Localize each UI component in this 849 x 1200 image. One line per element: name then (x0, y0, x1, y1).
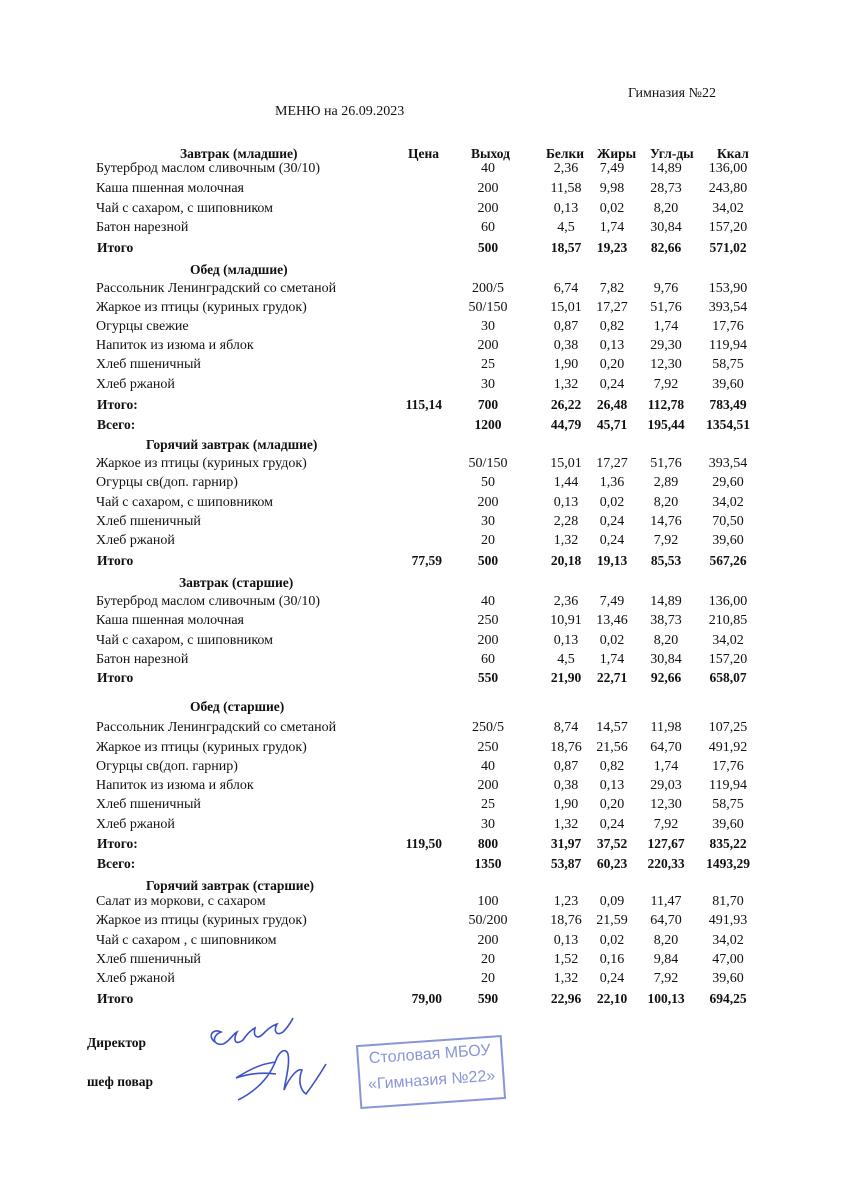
cell-yield: 60 (481, 220, 495, 235)
cell-yield: 1200 (474, 417, 502, 432)
cell-kcal: 39,60 (712, 971, 744, 986)
cell-fat: 0,82 (599, 759, 625, 774)
cell-kcal: 39,60 (712, 817, 744, 832)
cell-carbs: 8,20 (653, 933, 679, 948)
cell-fat: 22,10 (596, 991, 628, 1006)
cell-protein: 20,18 (550, 553, 582, 568)
cell-protein: 8,74 (553, 720, 579, 735)
dish-name: Огурцы св(доп. гарнир) (96, 759, 238, 774)
dish-name: Огурцы свежие (96, 319, 189, 334)
cell-protein: 1,90 (553, 797, 579, 812)
cell-fat: 13,46 (596, 613, 628, 628)
cell-carbs: 14,89 (650, 161, 682, 176)
cell-kcal: 17,76 (712, 319, 744, 334)
cell-carbs: 64,70 (650, 740, 682, 755)
cell-carbs: 38,73 (650, 613, 682, 628)
dish-name: Хлеб ржаной (96, 533, 175, 548)
cell-yield: 200 (477, 933, 499, 948)
cell-protein: 21,90 (550, 670, 582, 685)
cell-carbs: 51,76 (650, 300, 682, 315)
cell-fat: 1,74 (599, 220, 625, 235)
cell-kcal: 70,50 (712, 514, 744, 529)
cell-protein: 10,91 (550, 613, 582, 628)
cell-yield: 50 (481, 475, 495, 490)
cell-protein: 1,23 (553, 894, 579, 909)
cell-carbs: 2,89 (653, 475, 679, 490)
cell-protein: 0,13 (553, 495, 579, 510)
cell-carbs: 28,73 (650, 181, 682, 196)
column-header-carbs: Угл-ды (650, 146, 694, 161)
cell-kcal: 136,00 (708, 161, 748, 176)
column-header-fat: Жиры (597, 146, 637, 161)
dish-name: Напиток из изюма и яблок (96, 778, 254, 793)
dish-name: Хлеб ржаной (96, 817, 175, 832)
dish-name: Хлеб ржаной (96, 377, 175, 392)
cell-fat: 19,13 (596, 553, 628, 568)
cell-carbs: 9,84 (653, 952, 679, 967)
dish-name: Жаркое из птицы (куриных грудок) (96, 740, 307, 755)
dish-name: Каша пшенная молочная (96, 181, 244, 196)
cell-fat: 60,23 (596, 856, 628, 871)
cell-fat: 0,20 (599, 357, 625, 372)
dish-name: Итого (97, 553, 134, 568)
cell-yield: 500 (477, 553, 499, 568)
director-label: Директор (87, 1035, 147, 1050)
cell-carbs: 82,66 (650, 240, 682, 255)
cell-protein: 1,32 (553, 817, 579, 832)
cell-kcal: 119,94 (709, 778, 747, 793)
dish-name: Батон нарезной (96, 652, 189, 667)
stamp-line-1: Столовая МБОУ (368, 1041, 492, 1068)
column-header-price: Цена (408, 146, 440, 161)
cell-fat: 0,20 (599, 797, 625, 812)
cell-protein: 15,01 (550, 300, 582, 315)
cell-fat: 21,59 (596, 913, 628, 928)
cell-yield: 100 (477, 894, 499, 909)
cell-protein: 2,36 (553, 594, 579, 609)
chef-signature (236, 1051, 326, 1100)
cell-fat: 0,02 (599, 495, 625, 510)
cell-yield: 200 (477, 495, 499, 510)
cell-yield: 30 (481, 377, 495, 392)
dish-name: Огурцы св(доп. гарнир) (96, 475, 238, 490)
cell-carbs: 1,74 (653, 319, 679, 334)
cell-kcal: 34,02 (712, 201, 744, 216)
cell-kcal: 29,60 (712, 475, 744, 490)
dish-name: Рассольник Ленинградский со сметаной (96, 281, 337, 296)
cell-yield: 250 (477, 740, 499, 755)
cell-fat: 0,02 (599, 201, 625, 216)
stamp-line-2: «Гимназия №22» (367, 1067, 496, 1094)
cell-protein: 1,52 (553, 952, 579, 967)
cell-fat: 14,57 (596, 720, 628, 735)
cell-protein: 0,13 (553, 633, 579, 648)
cell-carbs: 9,76 (653, 281, 679, 296)
dish-name: Итого: (97, 836, 138, 851)
cell-protein: 0,87 (553, 759, 579, 774)
cell-protein: 1,32 (553, 533, 579, 548)
cell-protein: 0,13 (553, 933, 579, 948)
cell-carbs: 14,76 (650, 514, 682, 529)
cell-yield: 1350 (474, 856, 502, 871)
cell-protein: 22,96 (550, 991, 582, 1006)
cell-fat: 26,48 (596, 397, 628, 412)
dish-name: Хлеб пшеничный (96, 514, 201, 529)
cell-protein: 0,38 (553, 778, 579, 793)
cell-kcal: 39,60 (712, 533, 744, 548)
cell-carbs: 195,44 (647, 417, 685, 432)
cell-carbs: 85,53 (650, 553, 682, 568)
cell-carbs: 14,89 (650, 594, 682, 609)
cell-carbs: 12,30 (650, 357, 682, 372)
cell-kcal: 393,54 (708, 300, 748, 315)
cell-protein: 0,87 (553, 319, 579, 334)
cell-yield: 550 (477, 670, 499, 685)
cell-yield: 50/200 (468, 913, 508, 928)
dish-name: Чай с сахаром, с шиповником (96, 495, 273, 510)
dish-name: Каша пшенная молочная (96, 613, 244, 628)
cell-kcal: 567,26 (709, 553, 747, 568)
cell-price: 79,00 (411, 991, 442, 1006)
cell-fat: 0,02 (599, 633, 625, 648)
cell-yield: 30 (481, 319, 495, 334)
cell-protein: 53,87 (550, 856, 582, 871)
cell-carbs: 12,30 (650, 797, 682, 812)
cell-fat: 7,49 (599, 594, 625, 609)
cell-protein: 26,22 (550, 397, 582, 412)
cell-protein: 18,76 (550, 740, 582, 755)
cell-fat: 0,24 (599, 533, 625, 548)
cell-fat: 7,82 (599, 281, 625, 296)
cell-yield: 30 (481, 817, 495, 832)
cell-carbs: 11,98 (650, 720, 682, 735)
cell-carbs: 7,92 (653, 377, 679, 392)
cell-kcal: 47,00 (712, 952, 744, 967)
dish-name: Итого (97, 670, 134, 685)
cell-carbs: 8,20 (653, 633, 679, 648)
cell-protein: 4,5 (557, 220, 575, 235)
cell-yield: 20 (481, 952, 495, 967)
cell-yield: 50/150 (468, 300, 508, 315)
cell-price: 115,14 (405, 397, 442, 412)
dish-name: Батон нарезной (96, 220, 189, 235)
cell-fat: 1,74 (599, 652, 625, 667)
page-title: МЕНЮ на 26.09.2023 (275, 104, 405, 119)
cell-carbs: 30,84 (650, 220, 682, 235)
cell-fat: 7,49 (599, 161, 625, 176)
section-title: Завтрак (старшие) (179, 575, 294, 590)
dish-name: Хлеб ржаной (96, 971, 175, 986)
cell-kcal: 658,07 (709, 670, 747, 685)
cell-yield: 30 (481, 514, 495, 529)
cell-fat: 9,98 (599, 181, 625, 196)
cell-kcal: 58,75 (712, 797, 744, 812)
cell-yield: 700 (477, 397, 499, 412)
cell-carbs: 51,76 (650, 456, 682, 471)
cell-kcal: 1354,51 (706, 417, 750, 432)
cell-fat: 0,13 (599, 778, 625, 793)
cell-protein: 2,28 (553, 514, 579, 529)
cell-protein: 4,5 (557, 652, 575, 667)
dish-name: Напиток из изюма и яблок (96, 338, 254, 353)
column-header-yield: Выход (471, 146, 510, 161)
cell-protein: 2,36 (553, 161, 579, 176)
cell-fat: 22,71 (596, 670, 628, 685)
dish-name: Жаркое из птицы (куриных грудок) (96, 300, 307, 315)
cell-yield: 800 (477, 836, 499, 851)
cell-carbs: 7,92 (653, 817, 679, 832)
cell-fat: 0,02 (599, 933, 625, 948)
column-header-section: Завтрак (младшие) (180, 146, 298, 161)
cell-fat: 0,24 (599, 514, 625, 529)
cell-kcal: 107,25 (708, 720, 748, 735)
cell-carbs: 220,33 (647, 856, 685, 871)
cell-kcal: 783,49 (709, 397, 747, 412)
cell-kcal: 393,54 (708, 456, 748, 471)
cell-carbs: 1,74 (653, 759, 679, 774)
cell-yield: 20 (481, 533, 495, 548)
column-header-protein: Белки (546, 146, 585, 161)
cell-yield: 200 (477, 633, 499, 648)
cell-kcal: 136,00 (708, 594, 748, 609)
dish-name: Хлеб пшеничный (96, 357, 201, 372)
cell-protein: 0,13 (553, 201, 579, 216)
cell-kcal: 153,90 (708, 281, 748, 296)
cell-carbs: 112,78 (647, 397, 685, 412)
cell-protein: 6,74 (553, 281, 579, 296)
dish-name: Рассольник Ленинградский со сметаной (96, 720, 337, 735)
cell-carbs: 8,20 (653, 201, 679, 216)
cell-carbs: 8,20 (653, 495, 679, 510)
cell-carbs: 29,30 (650, 338, 682, 353)
cell-fat: 0,16 (599, 952, 625, 967)
cell-protein: 31,97 (550, 836, 582, 851)
cell-yield: 500 (477, 240, 499, 255)
cell-price: 119,50 (405, 836, 442, 851)
section-title: Горячий завтрак (старшие) (146, 878, 315, 893)
cell-fat: 45,71 (596, 417, 628, 432)
cell-kcal: 17,76 (712, 759, 744, 774)
cell-kcal: 694,25 (709, 991, 747, 1006)
cell-kcal: 1493,29 (706, 856, 750, 871)
school-name: Гимназия №22 (628, 86, 716, 101)
cell-kcal: 34,02 (712, 495, 744, 510)
cell-yield: 25 (481, 797, 495, 812)
cell-protein: 18,76 (550, 913, 582, 928)
cell-yield: 200 (477, 338, 499, 353)
cell-fat: 21,56 (596, 740, 628, 755)
cell-kcal: 119,94 (709, 338, 747, 353)
dish-name: Итого (97, 240, 134, 255)
cell-kcal: 157,20 (708, 220, 748, 235)
dish-name: Хлеб пшеничный (96, 952, 201, 967)
cell-yield: 60 (481, 652, 495, 667)
cell-carbs: 29,03 (650, 778, 682, 793)
cell-carbs: 92,66 (650, 670, 682, 685)
cell-protein: 44,79 (550, 417, 582, 432)
cell-yield: 50/150 (468, 456, 508, 471)
cell-yield: 250/5 (472, 720, 504, 735)
dish-name: Чай с сахаром , с шиповником (96, 933, 277, 948)
cell-yield: 40 (481, 759, 495, 774)
cell-protein: 1,32 (553, 971, 579, 986)
cell-kcal: 157,20 (708, 652, 748, 667)
cell-protein: 11,58 (550, 181, 582, 196)
cell-yield: 40 (481, 161, 495, 176)
cell-kcal: 58,75 (712, 357, 744, 372)
cell-kcal: 34,02 (712, 933, 744, 948)
dish-name: Итого (97, 991, 134, 1006)
cell-kcal: 491,92 (708, 740, 748, 755)
dish-name: Жаркое из птицы (куриных грудок) (96, 913, 307, 928)
section-title: Горячий завтрак (младшие) (146, 437, 318, 452)
dish-name: Итого: (97, 397, 138, 412)
cell-protein: 18,57 (550, 240, 582, 255)
cell-kcal: 835,22 (709, 836, 747, 851)
cell-fat: 0,09 (599, 894, 625, 909)
cell-kcal: 39,60 (712, 377, 744, 392)
cell-kcal: 571,02 (709, 240, 747, 255)
column-header-kcal: Ккал (717, 146, 749, 161)
cell-fat: 17,27 (596, 300, 628, 315)
cell-protein: 1,44 (553, 475, 579, 490)
cell-carbs: 7,92 (653, 533, 679, 548)
cell-carbs: 127,67 (647, 836, 685, 851)
cell-fat: 0,24 (599, 971, 625, 986)
cell-fat: 0,24 (599, 817, 625, 832)
dish-name: Бутерброд маслом сливочным (30/10) (96, 161, 320, 176)
cell-kcal: 491,93 (708, 913, 748, 928)
cell-carbs: 30,84 (650, 652, 682, 667)
cell-protein: 0,38 (553, 338, 579, 353)
dish-name: Салат из моркови, с сахаром (96, 894, 266, 909)
dish-name: Чай с сахаром, с шиповником (96, 201, 273, 216)
cell-kcal: 243,80 (708, 181, 748, 196)
cell-yield: 40 (481, 594, 495, 609)
cell-protein: 1,90 (553, 357, 579, 372)
cell-yield: 200 (477, 201, 499, 216)
cell-yield: 200 (477, 778, 499, 793)
cell-fat: 1,36 (599, 475, 625, 490)
cell-carbs: 64,70 (650, 913, 682, 928)
cell-kcal: 34,02 (712, 633, 744, 648)
cell-carbs: 7,92 (653, 971, 679, 986)
cell-yield: 590 (477, 991, 499, 1006)
director-signature (211, 1018, 293, 1044)
cell-fat: 37,52 (596, 836, 628, 851)
dish-name: Бутерброд маслом сливочным (30/10) (96, 594, 320, 609)
chef-label: шеф повар (87, 1074, 154, 1089)
cell-yield: 20 (481, 971, 495, 986)
dish-name: Жаркое из птицы (куриных грудок) (96, 456, 307, 471)
cell-yield: 200 (477, 181, 499, 196)
cell-fat: 0,82 (599, 319, 625, 334)
section-title: Обед (младшие) (190, 262, 288, 277)
dish-name: Хлеб пшеничный (96, 797, 201, 812)
section-title: Обед (старшие) (190, 699, 285, 714)
cell-carbs: 11,47 (650, 894, 682, 909)
dish-name: Всего: (97, 856, 136, 871)
dish-name: Чай с сахаром, с шиповником (96, 633, 273, 648)
cell-protein: 15,01 (550, 456, 582, 471)
cell-fat: 0,24 (599, 377, 625, 392)
cell-price: 77,59 (411, 553, 442, 568)
cell-kcal: 210,85 (708, 613, 748, 628)
cell-yield: 25 (481, 357, 495, 372)
cell-carbs: 100,13 (647, 991, 685, 1006)
cell-fat: 0,13 (599, 338, 625, 353)
cell-protein: 1,32 (553, 377, 579, 392)
cell-fat: 19,23 (596, 240, 628, 255)
cell-fat: 17,27 (596, 456, 628, 471)
cell-yield: 200/5 (472, 281, 504, 296)
cell-yield: 250 (477, 613, 499, 628)
dish-name: Всего: (97, 417, 136, 432)
cell-kcal: 81,70 (712, 894, 744, 909)
